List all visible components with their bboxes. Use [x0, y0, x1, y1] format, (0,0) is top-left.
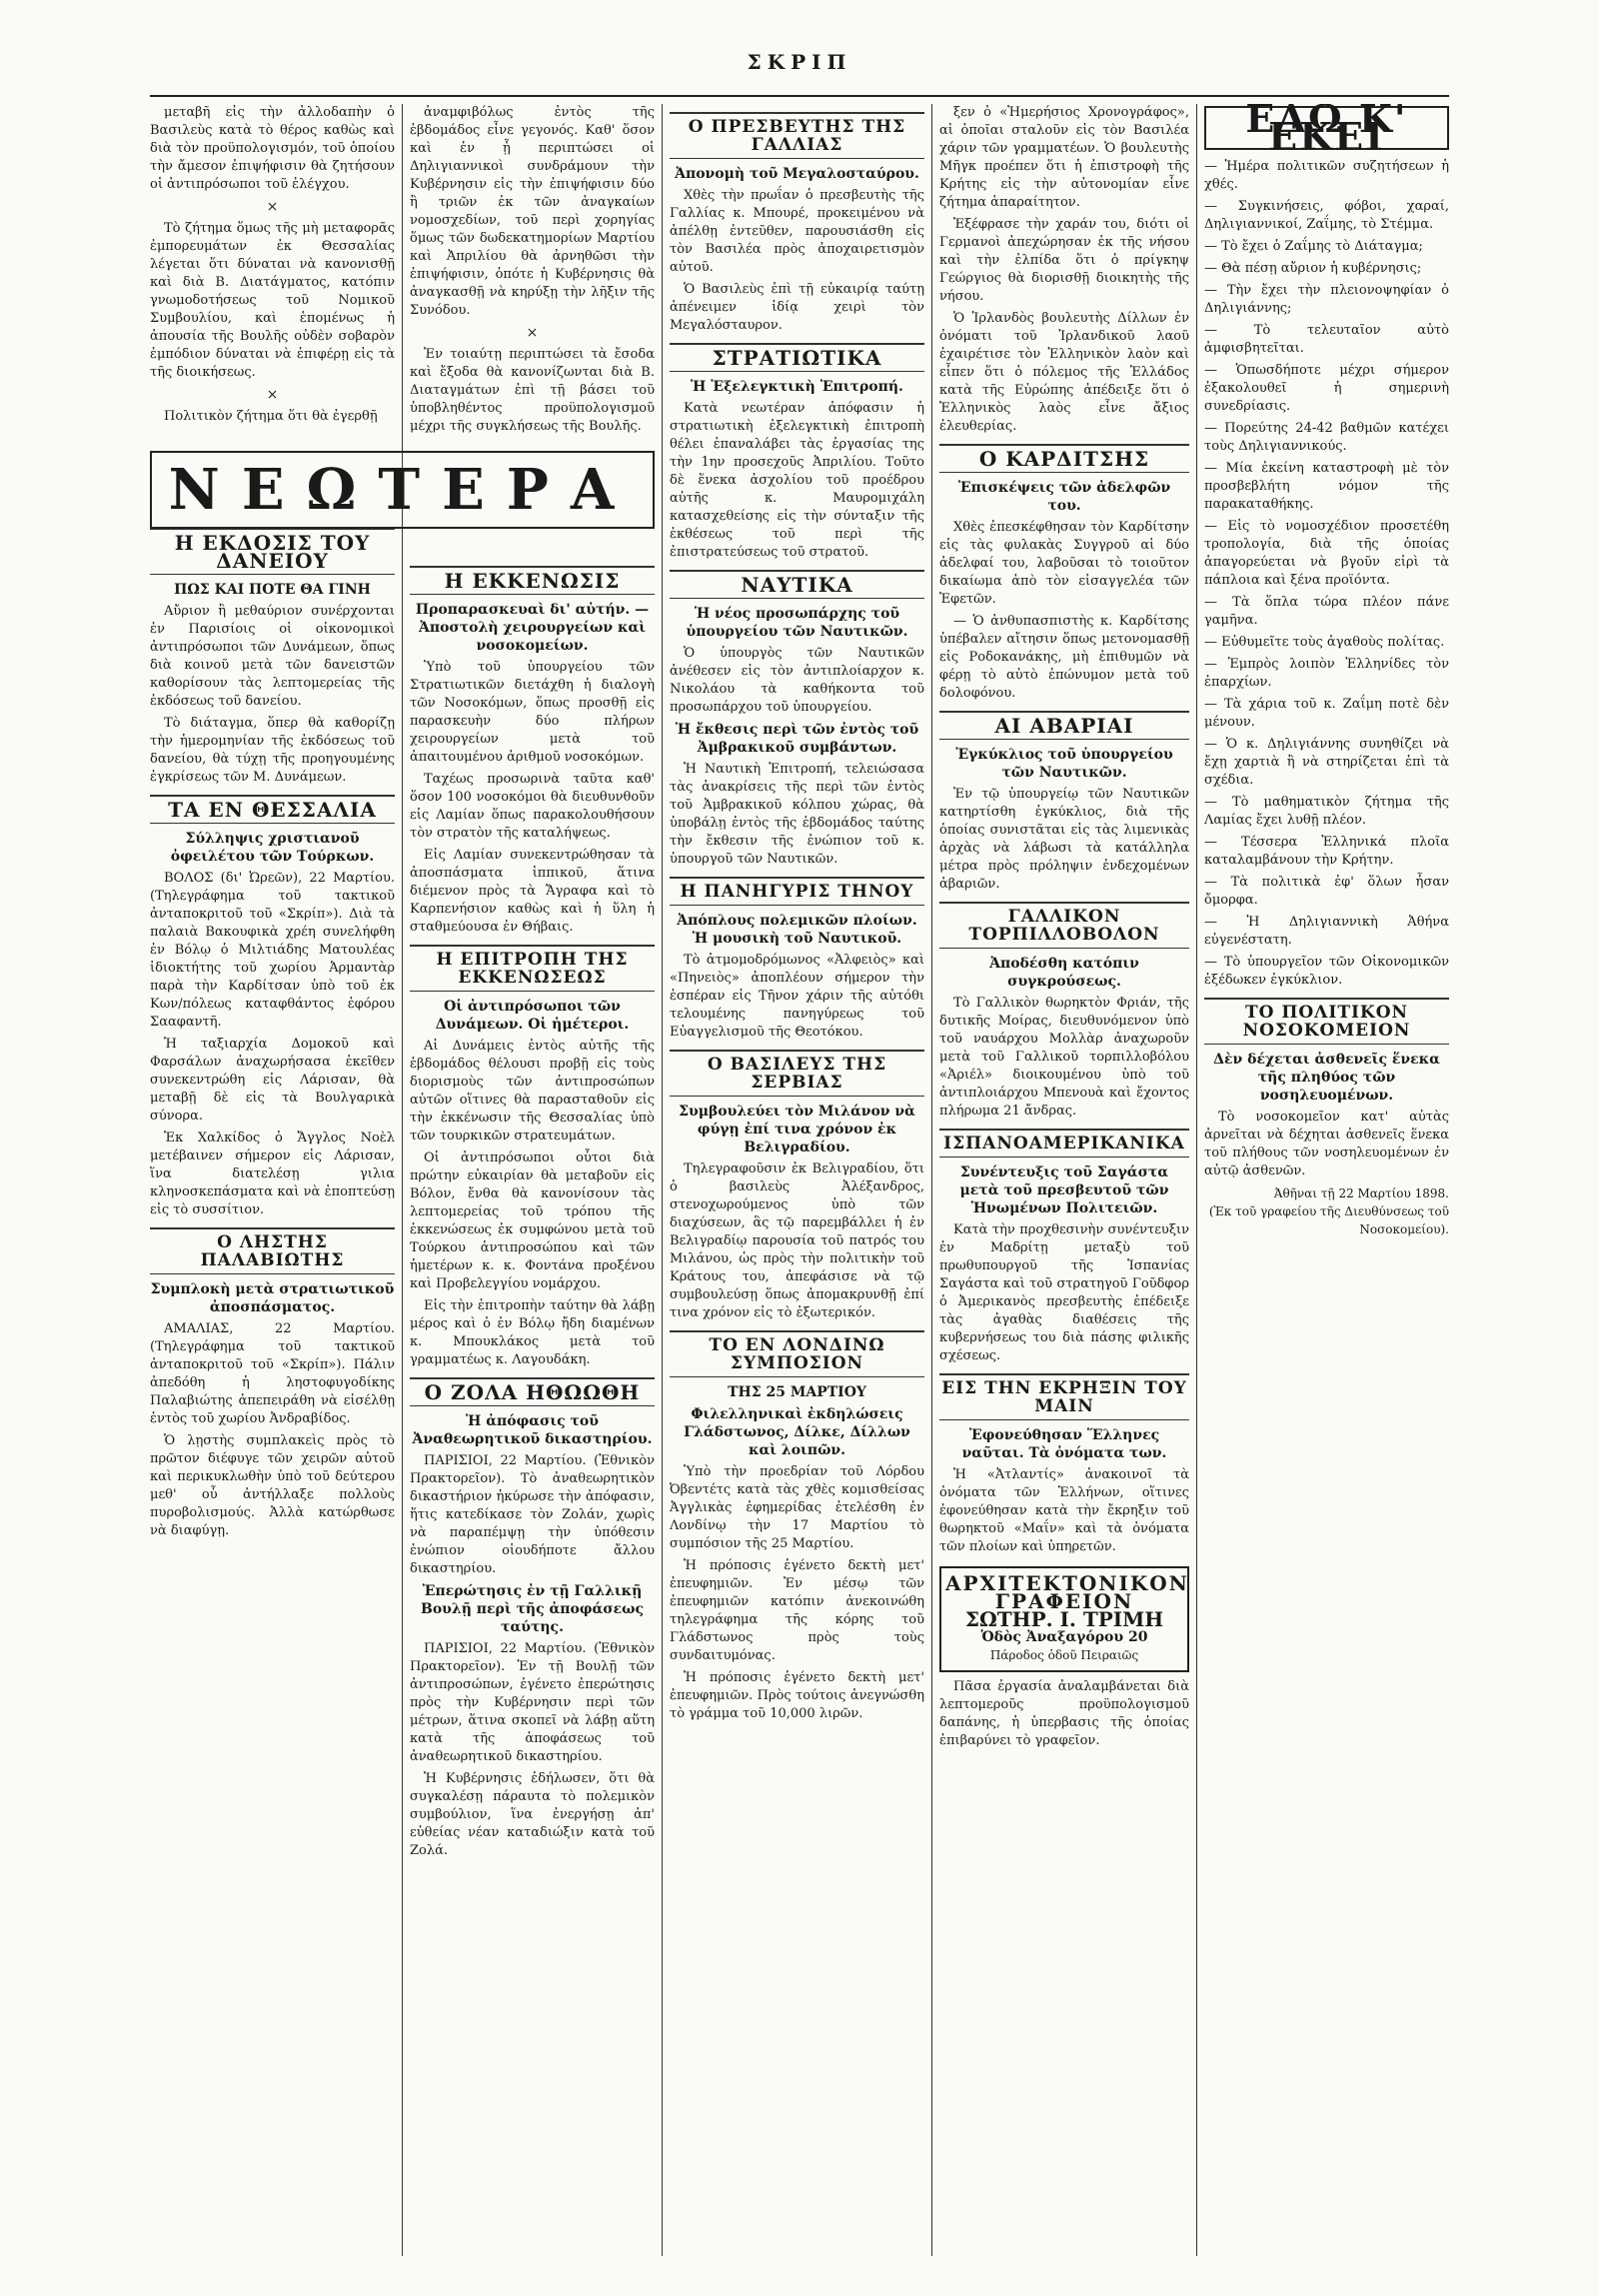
- paragraph: — Ὁ ἀνθυπασπιστὴς κ. Καρδίτσης ὑπέβαλεν αἴτησιν ὅπως μετονομασθῇ εἰς Ροδοκανάκης, μὴ ἐπιθυμῶν νὰ φέρῃ τὸ αὐτὸ ἐπώνυμον μετὰ τοῦ δολοφόνου.: [939, 614, 1189, 701]
- paragraph: Ἡ «Ἀτλαντίς» ἀνακοινοῖ τὰ ὀνόματα τῶν Ἑλλήνων, οἵτινες ἐφονεύθησαν κατὰ τὴν ἔκρηξιν τοῦ θωρηκτοῦ «Μαΐν» καὶ τὰ ὀνόματα τῶν πλοίων καὶ ὑπηρετῶν.: [939, 1467, 1189, 1554]
- heading-karditsa: Ο ΚΑΡΔΙΤΣΗΣ: [939, 444, 1189, 473]
- subheading: Ἐπερώτησις ἐν τῇ Γαλλικῇ Βουλῇ περὶ τῆς ἀποφάσεως ταύτης.: [421, 1583, 644, 1635]
- news-line: — Ἐμπρὸς λοιπὸν Ἑλληνίδες τὸν ἐπαρχίων.: [1204, 657, 1449, 690]
- masthead-rule: [150, 95, 1449, 97]
- news-line: — Τὰ πολιτικὰ ἐφ' ὅλων ἦσαν ὄμορφα.: [1204, 875, 1449, 908]
- subheading: Προπαρασκευαὶ δι' αὐτήν. — Ἀποστολὴ χειρουργείων καὶ νοσοκομείων.: [415, 602, 650, 654]
- heading-avariai: ΑΙ ΑΒΑΡΙΑΙ: [939, 711, 1189, 740]
- heading-nosokomeion: ΤΟ ΠΟΛΙΤΙΚΟΝ ΝΟΣΟΚΟΜΕΙΟΝ: [1204, 998, 1449, 1045]
- paragraph: ἀναμφιβόλως ἐντὸς τῆς ἑβδομάδος εἶνε γεγονός. Καθ' ὅσον καὶ ἐν ᾗ περιπτώσει οἱ Δηλιγιαννικοὶ συνδράμουν τὴν Κυβέρνησιν εἰς τὴν ἐπιψήφισιν δύο ἢ τριῶν ἐκ τῶν ἀναγκαίων νομοσχεδίων, τοῦ περὶ χορηγίας ὅμως τῶν δωδεκατημορίων Μαρτίου καὶ Ἀπριλίου θὰ ἀρνηθῶσι τὴν ἐπιψήφισιν, ὁπότε ἡ Κυβέρνησις θὰ ἀναγκασθῇ νὰ κηρύξῃ τὴν λῆξιν τῆς Συνόδου.: [410, 105, 655, 318]
- paragraph: Ἡ πρόποσις ἐγένετο δεκτὴ μετ' ἐπευφημιῶν. Πρὸς τούτοις ἀνεγνώσθη τὸ γράμμα τοῦ 10,000 λιρῶν.: [670, 1670, 924, 1721]
- neotera-banner-wrap: [150, 445, 655, 539]
- news-line: — Ὁπωσδήποτε μέχρι σήμερον ἐξακολουθεῖ ἡ σημερινὴ συνεδρίασις.: [1204, 363, 1449, 414]
- paragraph: μεταβῆ εἰς τὴν ἀλλοδαπὴν ὁ Βασιλεὺς κατὰ τὸ θέρος καθὼς καὶ διὰ τὸν προϋπολογισμόν, τοῦ ὁποίου τὴν ἄμεσον ἐπιψήφισιν θὰ ζητήσουν οἱ ἀντιπρόσωποι τοῦ ἐλέγχου.: [150, 105, 395, 192]
- paragraph: Πολιτικὸν ζήτημα ὅτι θὰ ἐγερθῇ: [164, 409, 378, 424]
- heading-ekkenosis: Η ΕΚΚΕΝΩΣΙΣ: [410, 566, 655, 595]
- column-4: [939, 104, 1189, 2256]
- advertisement: [939, 1566, 1189, 1672]
- paragraph: Ἡ ταξιαρχία Δομοκοῦ καὶ Φαρσάλων ἀναχωρήσασα ἐκεῖθεν συνεκεντρώθη εἰς Λάρισαν, θὰ μεταβῇ δὲ εἰς τὰ Βουλγαρικὰ σύνορα.: [150, 1037, 395, 1124]
- date-line: Ἀθῆναι τῇ 22 Μαρτίου 1898.: [1273, 1186, 1449, 1200]
- separator: ×: [266, 199, 279, 215]
- paragraph: ξεν ὁ «Ἡμερήσιος Χρονογράφος», αἱ ὁποῖαι σταλοῦν εἰς τὸν Βασιλέα χάριν τῶν γραμματέων. Ὁ βουλευτὴς Μῆγκ προέπεν ὅτι ἡ ἐπιστροφὴ τῆς Κρήτης εἰς τὴν αὐτονομίαν εἶνε ζήτημα ἀπαραίτητον.: [939, 105, 1189, 210]
- heading-tinos: Η ΠΑΝΗΓΥΡΙΣ ΤΗΝΟΥ: [670, 877, 924, 906]
- heading-thessalia: ΤΑ ΕΝ ΘΕΣΣΑΛΙΑ: [150, 795, 395, 824]
- news-line: — Θὰ πέσῃ αὔριον ἡ κυβέρνησις;: [1204, 261, 1422, 276]
- news-line: — Ἡ Δηλιγιαννικὴ Ἀθήνα εὐγενέστατη.: [1204, 915, 1449, 948]
- column-divider: [662, 104, 663, 2256]
- paragraph: Ἐν τοιαύτῃ περιπτώσει τὰ ἔσοδα καὶ ἔξοδα θὰ κανονίζωνται διὰ Β. Διαταγμάτων ἐπὶ τῇ βάσει τοῦ ὑποβληθέντος προϋπολογισμοῦ μέχρι τῆς συγκλήσεως τῆς Βουλῆς.: [410, 347, 655, 434]
- subheading: Ἐφονεύθησαν Ἕλληνες ναῦται. Τὰ ὀνόματα των.: [961, 1427, 1167, 1461]
- paragraph: Ὁ ὑπουργὸς τῶν Ναυτικῶν ἀνέθεσεν εἰς τὸν ἀντιπλοίαρχον κ. Νικολάου τὰ καθήκοντα τοῦ προσωπάρχου τοῦ ὑπουργείου.: [670, 646, 924, 715]
- paragraph: Ἐξέφρασε τὴν χαράν του, διότι οἱ Γερμανοὶ ἀπεχώρησαν ἐκ τῆς νήσου καὶ τὴν ἐλπίδα ὅτι ὁ πρίγκηψ Γεώργιος θὰ διορισθῇ διοικητὴς τῆς νήσου.: [939, 217, 1189, 304]
- subheading: Ἐπισκέψεις τῶν ἀδελφῶν του.: [957, 480, 1171, 514]
- subheading: Δὲν δέχεται ἀσθενεῖς ἕνεκα τῆς πληθύος τῶν νοσηλευομένων.: [1213, 1052, 1440, 1104]
- news-line: — Ἡμέρα πολιτικῶν συζητήσεων ἡ χθές.: [1204, 159, 1449, 192]
- paragraph: Τὸ Γαλλικὸν θωρηκτὸν Φριάν, τῆς δυτικῆς Μοίρας, διευθυνόμενον ὑπὸ τοῦ ναυάρχου Μολλὰρ ἀναχωροῦν μετὰ τοῦ Γαλλικοῦ τορπιλλοβόλου «Ἀριέλ» διοικουμένου ὑπὸ τοῦ ἀντιπλοιάρχου Μπενουὰ καὶ ἔχοντος πλήρωμα 21 ἄνδρας.: [939, 996, 1189, 1119]
- news-line: — Μία ἐκείνη καταστροφὴ μὲ τὸν προσβεβλήτη νόμον τῆς παρακαταθήκης.: [1204, 461, 1449, 512]
- paragraph: Αἱ Δυνάμεις ἐντὸς αὐτῆς τῆς ἑβδομάδος θέλουσι προβῇ εἰς τοὺς διορισμοὺς τῶν ἀντιπροσώπων αὐτῶν οἵτινες θὰ παρασταθοῦν εἰς τὴν ἐκκένωσιν τῆς Θεσσαλίας ὑπὸ τῶν τουρκικῶν στρατευμάτων.: [410, 1039, 655, 1144]
- paragraph: Αὔριον ἢ μεθαύριον συνέρχονται ἐν Παρισίοις οἱ οἰκονομικοὶ ἀντιπρόσωποι τῶν Δυνάμεων, ὅπως διὰ κοινοῦ μετὰ τῶν δανειστῶν καθορίσουν τὰς λεπτομερείας τῆς ἐκδόσεως τοῦ δανείου.: [150, 604, 395, 709]
- subheading: Συνέντευξις τοῦ Σαγάστα μετὰ τοῦ πρεσβευτοῦ τῶν Ἡνωμένων Πολιτειῶν.: [959, 1164, 1169, 1216]
- neotera-banner: ΝΕΩΤΕΡΑ: [150, 451, 655, 529]
- news-line: — Τὸ τελευταῖον αὐτὸ ἀμφισβητεῖται.: [1204, 323, 1449, 356]
- paragraph: Ὁ Βασιλεὺς ἐπὶ τῇ εὐκαιρίᾳ ταύτῃ ἀπένειμεν ἰδίᾳ χειρὶ τὸν Μεγαλόσταυρον.: [670, 282, 924, 333]
- masthead: ΣΚΡΙΠ: [747, 50, 852, 74]
- subheading: Ἡ ἀπόφασις τοῦ Ἀναθεωρητικοῦ δικαστηρίου.: [412, 1413, 653, 1447]
- signature-line: (Ἐκ τοῦ γραφείου τῆς Διευθύνσεως τοῦ Νοσοκομείου).: [1208, 1204, 1449, 1236]
- subheading: Σύλληψις χριστιανοῦ ὀφειλέτου τῶν Τούρκων.: [170, 831, 375, 865]
- paragraph: Τὸ διάταγμα, ὅπερ θὰ καθορίζῃ τὴν ἡμερομηνίαν τῆς ἐκδόσεως τοῦ δανείου, θὰ τύχῃ τῆς προηγουμένης ἐγκρίσεως τῶν Μ. Δυνάμεων.: [150, 716, 395, 785]
- edo-kekei-heading: ΕΔΩ Κ' ΕΚΕΙ: [1204, 106, 1449, 150]
- subheading: Ἡ ἔκθεσις περὶ τῶν ἐντὸς τοῦ Ἀμβρακικοῦ συμβάντων.: [675, 722, 919, 756]
- column-5: [1204, 104, 1449, 2256]
- separator: ×: [266, 387, 279, 403]
- heading-daneio: Η ΕΚΔΟΣΙΣ ΤΟΥ ΔΑΝΕΙΟΥ: [150, 528, 395, 575]
- paragraph: Χθὲς τὴν πρωΐαν ὁ πρεσβευτὴς τῆς Γαλλίας κ. Μπουρέ, προκειμένου νὰ ἀπέλθῃ ἐντεῦθεν, παρουσιάσθη εἰς τὸν Βασιλέα πρὸς ἀποχαιρετισμὸν αὐτοῦ.: [670, 188, 924, 275]
- news-line: — Συγκινήσεις, φόβοι, χαραί, Δηλιγιαννικοί, Ζαΐμης, τὸ Στέμμα.: [1204, 199, 1449, 232]
- paragraph: Πᾶσα ἐργασία ἀναλαμβάνεται διὰ λεπτομεροῦς προϋπολογισμοῦ δαπάνης, ἡ ὑπερβασις τῆς ὁποίας ἐπιβαρύνει τὸ γραφεῖον.: [939, 1679, 1189, 1748]
- subheading: ΤΗΣ 25 ΜΑΡΤΙΟΥ: [728, 1384, 866, 1400]
- heading-ekrixi: ΕΙΣ ΤΗΝ ΕΚΡΗΞΙΝ ΤΟΥ ΜΑΙΝ: [939, 1373, 1189, 1420]
- heading-stratiotika: ΣΤΡΑΤΙΩΤΙΚΑ: [670, 343, 924, 372]
- paragraph: Ὑπὸ τοῦ ὑπουργείου τῶν Στρατιωτικῶν διετάχθη ἡ διαλογὴ τῶν Νοσοκόμων, ὅπως προσθῇ εἰς παρασκευὴν δύο πλήρων χειρουργείων μετὰ τοῦ ἀπαιτουμένου ἀριθμοῦ νοσοκόμων.: [410, 660, 655, 765]
- column-divider: [1196, 104, 1197, 2256]
- subheading: Ἀπόπλους πολεμικῶν πλοίων. Ἡ μουσικὴ τοῦ Ναυτικοῦ.: [677, 913, 917, 947]
- paragraph: Οἱ ἀντιπρόσωποι οὗτοι διὰ πρώτην εὐκαιρίαν θὰ μεταβοῦν εἰς Βόλον, ἔνθα θὰ κανονίσουν τὰς λεπτομερείας τοῦ τρόπου τῆς ἐκκενώσεως ἐκ συμφώνου μετὰ τοῦ Τούρκου ἀντιπροσώπου καὶ τῶν ἡμετέρων κ. κ. Φοντάνα προξένου καὶ Προβελεγγίου νομάρχου.: [410, 1150, 655, 1291]
- paragraph: Ὑπὸ τὴν προεδρίαν τοῦ Λόρδου Ὀβεντέτς κατὰ τὰς χθὲς κομισθείσας Ἀγγλικὰς ἐφημερίδας ἐτελέσθη ἐν Λονδίνῳ τὴν 17 Μαρτίου τὸ συμπόσιον τῆς 25 Μαρτίου.: [670, 1464, 924, 1551]
- column-3: [670, 104, 924, 2256]
- subheading: Ἀπονομὴ τοῦ Μεγαλοσταύρου.: [675, 166, 919, 182]
- ad-name: ΣΩΤΗΡ. Ι. ΤΡΙΜΗ: [964, 1607, 1164, 1631]
- heading-naftika: ΝΑΥΤΙΚΑ: [670, 570, 924, 599]
- paragraph: Τὸ ἀτμομοδρόμωνος «Ἀλφειὸς» καὶ «Πηνειὸς» ἀποπλέουν σήμερον τὴν ἑσπέραν εἰς Τῆνον χάριν τῆς αὐτόθι τελουμένης πανηγύρεως τοῦ Εὐαγγελισμοῦ τῆς Θεοτόκου.: [670, 953, 924, 1040]
- news-line: — Εὐθυμεῖτε τοὺς ἀγαθοὺς πολίτας.: [1204, 635, 1445, 650]
- paragraph: Ὁ Ἰρλανδὸς βουλευτὴς Δίλλων ἐν ὀνόματι τοῦ Ἰρλανδικοῦ λαοῦ ἐχαιρέτισε τὸν Ἑλληνικὸν λαὸν καὶ εἶπεν ὅτι ὁ πόλεμος τῆς Ἑλλάδος κατὰ τῆς Εὐρώπης ἀπέδειξε ὅτι ὁ Ἑλληνικὸς λαὸς εἶνε ἄξιος ἐλευθερίας.: [939, 311, 1189, 434]
- subheading: ΠΩΣ ΚΑΙ ΠΟΤΕ ΘΑ ΓΙΝΗ: [174, 582, 371, 598]
- heading-listis: Ο ΛΗΣΤΗΣ ΠΑΛΑΒΙΩΤΗΣ: [150, 1227, 395, 1274]
- news-line: — Τὴν ἔχει τὴν πλειονοψηφίαν ὁ Δηλιγιάννης;: [1204, 283, 1449, 316]
- ad-title: ΑΡΧΙΤΕΚΤΟΝΙΚΟΝ ΓΡΑΦΕΙΟΝ: [945, 1571, 1189, 1613]
- separator: ×: [526, 325, 539, 341]
- subheading: Φιλελληνικαὶ ἐκδηλώσεις Γλάδστωνος, Δίλκε, Δίλλων καὶ λοιπῶν.: [684, 1406, 910, 1458]
- news-line: — Τέσσερα Ἑλληνικά πλοῖα καταλαμβάνουν τὴν Κρήτην.: [1204, 835, 1449, 868]
- column-1: [150, 104, 395, 2256]
- news-line: — Εἰς τὸ νομοσχέδιον προσετέθη τροπολογία, διὰ τῆς ὁποίας ἀπαγορεύεται νὰ βγοῦν εἰρὶ τὰ πάπλοια καὶ ξένα προϊόντα.: [1204, 519, 1449, 588]
- subheading: Ἐγκύκλιος τοῦ ὑπουργείου τῶν Ναυτικῶν.: [955, 747, 1173, 781]
- news-line: — Ὁ κ. Δηλιγιάννης συνηθίζει νὰ ἔχῃ χαρτιὰ ἢ νὰ στηρίζεται ἐπὶ τὰ σχέδια.: [1204, 737, 1449, 788]
- news-line: — Τὰ χάρια τοῦ κ. Ζαΐμη ποτὲ δὲν μένουν.: [1204, 697, 1449, 730]
- paragraph: Ἐκ Χαλκίδος ὁ Ἄγγλος Νοὲλ μετέβαινεν σήμερον εἰς Λάρισαν, ἵνα διατελέσῃ γιλια κληνοσκεπάσματα καὶ νὰ ἐποπτεύσῃ εἰς τὸ συσσίτιον.: [150, 1131, 395, 1217]
- subheading: Συμπλοκὴ μετὰ στρατιωτικοῦ ἀποσπάσματος.: [150, 1281, 395, 1315]
- heading-serbia: Ο ΒΑΣΙΛΕΥΣ ΤΗΣ ΣΕΡΒΙΑΣ: [670, 1050, 924, 1097]
- paragraph: Τηλεγραφοῦσιν ἐκ Βελιγραδίου, ὅτι ὁ βασιλεὺς Ἀλέξανδρος, στενοχωρούμενος ὑπὸ τῶν διαχύσεων, ἃς τῷ παρεμβάλλει ἡ ἐν Βελιγραδίῳ παρουσία τοῦ πατρός του Μιλάνου, ὡς πρὸς τὴν πολιτικὴν τοῦ Κράτους του, ἀπεφάσισε νὰ τῷ συμβουλεύσῃ ὅπως ἀπομακρυνθῇ ἐπί τινα χρόνον εἰς τὸ ἐξωτερικόν.: [670, 1161, 924, 1320]
- paragraph: Ὁ λῃστὴς συμπλακεὶς πρὸς τὸ πρῶτον διέφυγε τῶν χειρῶν αὐτοῦ καὶ περικυκλωθὴν ὑπὸ τοῦ δεύτερου μεθ' οὗ ἀντήλλαξε πολλοὺς πυροβολισμούς. Ἀλλὰ κατώρθωσε νὰ διαφύγῃ.: [150, 1433, 395, 1538]
- heading-zola: Ο ΖΟΛΑ ΗΘΩΩΘΗ: [410, 1377, 655, 1406]
- column-2: [410, 104, 655, 2256]
- subheading: Ἡ Ἐξελεγκτικὴ Ἐπιτροπή.: [691, 379, 903, 395]
- news-line: — Τὸ μαθηματικὸν ζήτημα τῆς Λαμίας ἔχει λυθῇ πλέον.: [1204, 795, 1449, 828]
- paragraph: Εἰς τὴν ἐπιτροπὴν ταύτην θὰ λάβῃ μέρος καὶ ὁ ἐν Βόλῳ ἤδη διαμένων κ. Μπουκλάκος μετὰ τοῦ γραμματέως κ. Λαγουδάκη.: [410, 1298, 655, 1367]
- column-divider: [402, 104, 403, 2256]
- ad-address-note: Πάροδος ὁδοῦ Πειραιῶς: [989, 1648, 1139, 1662]
- paragraph: Ἡ Ναυτικὴ Ἐπιτροπή, τελειώσασα τὰς ἀνακρίσεις τῆς περὶ τῶν ἐντὸς τοῦ Ἀμβρακικοῦ κόλπου χώρας, θὰ ὑποβάλῃ ἐντὸς τῆς ἑβδομάδος ταύτης τὴν ἔκθεσιν τῆς ἐνώπιον τοῦ κ. ὑπουργοῦ τῶν Ναυτικῶν.: [670, 762, 924, 867]
- subheading: Ἀποδέσθη κατόπιν συγκρούσεως.: [989, 956, 1139, 990]
- newspaper-page: [150, 0, 1449, 2296]
- paragraph: Ἡ πρόποσις ἐγένετο δεκτὴ μετ' ἐπευφημιῶν. Ἐν μέσῳ τῶν ἐπευφημιῶν κατόπιν ἀνεκοινώθη τηλεγράφημα τῆς κόρης τοῦ Γλάδστωνος πρὸς τοὺς συνδαιτυμόνας.: [670, 1558, 924, 1663]
- news-line: — Τὸ ἔχει ὁ Ζαΐμης τὸ Διάταγμα;: [1204, 239, 1423, 254]
- heading-ispanoamerikanika: ΙΣΠΑΝΟΑΜΕΡΙΚΑΝΙΚΑ: [939, 1129, 1189, 1157]
- heading-london: ΤΟ ΕΝ ΛΟΝΔΙΝΩ ΣΥΜΠΟΣΙΟΝ: [670, 1330, 924, 1377]
- ad-address: Ὁδὸς Ἀναξαγόρου 20: [980, 1629, 1148, 1645]
- heading-epitropi: Η ΕΠΙΤΡΟΠΗ ΤΗΣ ΕΚΚΕΝΩΣΕΩΣ: [410, 945, 655, 992]
- paragraph: Ἐν τῷ ὑπουργείῳ τῶν Ναυτικῶν κατηρτίσθη ἐγκύκλιος, διὰ τῆς ὁποίας συνιστᾶται εἰς τὰς λιμενικὰς ἀρχὰς νὰ λάβωσι τὰ κατάλληλα μέτρα πρὸς πρόληψιν ἐνδεχομένων ἀβαριῶν.: [939, 787, 1189, 892]
- paragraph: ΒΟΛΟΣ (δι' Ὠρεῶν), 22 Μαρτίου. (Τηλεγράφημα τοῦ τακτικοῦ ἀνταποκριτοῦ τοῦ «Σκρίπ»). Διὰ τὰ παλαιὰ Βακουφικὰ χρέη συνελήφθη ἐν Βόλῳ ὁ Μιλτιάδης Ματουλέας ἰδιοκτήτης τοῦ χωρίου Ἀρμαντὰρ παρὰ τὴν Καρδίτσαν ὑπὸ τοῦ ἐκ Κων/πόλεως καταφθάντος ἐφόρου Σααφαντῆ.: [150, 871, 395, 1030]
- paragraph: Τὸ νοσοκομεῖον κατ' αὐτὰς ἀρνεῖται νὰ δέχηται ἀσθενεῖς ἕνεκα τοῦ πλήθους τῶν νοσηλευομένων ἐν αὐτῷ ἀσθενῶν.: [1204, 1110, 1449, 1178]
- heading-torpillovolon: ΓΑΛΛΙΚΟΝ ΤΟΡΠΙΛΛΟΒΟΛΟΝ: [939, 902, 1189, 949]
- column-divider: [931, 104, 932, 2256]
- paragraph: Εἰς Λαμίαν συνεκεντρώθησαν τὰ ἀποσπάσματα ἱππικοῦ, ἅτινα διέμενον πρὸς τὰ Ἄγραφα καὶ τὸ Καρπενήσιον καθὼς καὶ ἡ ὕλη ἡ σταθμεύουσα ἐν Θήβαις.: [410, 848, 655, 935]
- subheading: Ἡ νέος προσωπάρχης τοῦ ὑπουργείου τῶν Ναυτικῶν.: [686, 606, 908, 640]
- paragraph: Ἡ Κυβέρνησις ἐδήλωσεν, ὅτι θὰ συγκαλέσῃ πάραυτα τὸ πολεμικὸν συμβούλιον, ἵνα ἐνεργήσῃ ἀπ' εὐθείας νέαν καταδιώξιν κατὰ τοῦ Ζολά.: [410, 1771, 655, 1858]
- paragraph: ΑΜΑΛΙΑΣ, 22 Μαρτίου. (Τηλεγράφημα τοῦ τακτικοῦ ἀνταποκριτοῦ τοῦ «Σκρίπ»). Πάλιν ἀπεδόθη ἡ ληστοφυγοδίκης Παλαβιώτης ἀπεπειράθη νὰ εἰσέλθῃ ἐντὸς τοῦ χωρίου Ἀνδραβίδος.: [150, 1321, 395, 1426]
- paragraph: Κατὰ τὴν προχθεσινὴν συνέντευξιν ἐν Μαδρίτῃ μεταξὺ τοῦ πρωθυπουργοῦ τῆς Ἱσπανίας Σαγάστα καὶ τοῦ στρατηγοῦ Γοῦδφορ ὁ Ἀμερικανὸς πρεσβευτὴς ἐπέδειξε τὰς ἀγαθὰς διαθέσεις τῆς κυβερνήσεως του διὰ πάσης φιλικῆς σχέσεως.: [939, 1222, 1189, 1363]
- paragraph: Τὸ ζήτημα ὅμως τῆς μὴ μεταφορᾶς ἐμπορευμάτων ἐκ Θεσσαλίας λέγεται ὅτι δύναται νὰ κανονισθῇ καὶ διὰ Β. Διατάγματος, κατόπιν γνωμοδοτήσεως τοῦ Νομικοῦ Συμβουλίου, καὶ ἑπομένως ἡ ἀπουσία τῆς Βουλῆς οὐδὲν σοβαρὸν ἐμπόδιον δύναται νὰ ἐπιφέρῃ εἰς τὰ τῆς διοικήσεως.: [150, 221, 395, 380]
- paragraph: Ταχέως προσωρινὰ ταῦτα καθ' ὅσον 100 νοσοκόμοι θὰ διευθυνθοῦν εἰς Λαμίαν ὅπως παρακολουθήσουν τὸν στρατὸν τῆς καταλήψεως.: [410, 772, 655, 841]
- subheading: Συμβουλεύει τὸν Μιλάνον νὰ φύγῃ ἐπί τινα χρόνον ἐκ Βελιγραδίου.: [679, 1104, 915, 1155]
- paragraph: ΠΑΡΙΣΙΟΙ, 22 Μαρτίου. (Ἐθνικὸν Πρακτορεῖον). Ἐν τῇ Βουλῇ τῶν ἀντιπροσώπων, ἐγένετο ἐπερώτησις πρὸς τὴν Κυβέρνησιν περὶ τῶν μέτρων, ἅτινα σκοπεῖ νὰ λάβῃ αὕτη κατὰ τῆς ἀποφάσεως τοῦ ἀναθεωρητικοῦ δικαστηρίου.: [410, 1641, 655, 1764]
- heading-presvevtis: Ο ΠΡΕΣΒΕΥΤΗΣ ΤΗΣ ΓΑΛΛΙΑΣ: [670, 112, 924, 159]
- paragraph: Κατὰ νεωτέραν ἀπόφασιν ἡ στρατιωτικὴ ἐξελεγκτικὴ ἐπιτροπὴ θέλει ἐπαναλάβει τὰς ἐργασίας της τὴν 1ην προσεχοῦς Ἀπριλίου. Τοῦτο δὲ ἕνεκα ἀσχολίου τοῦ προέδρου αὐτῆς κ. Μαυρομιχάλη κατασχεθείσης εἰς τὴν σύνταξιν τῆς ἐκθέσεως τοῦ περὶ τῆς ἐπιστρατεύσεως τοῦ στρατοῦ.: [670, 401, 924, 560]
- news-line: — Τὸ ὑπουργεῖον τῶν Οἰκονομικῶν ἐξέδωκεν ἐγκύκλιον.: [1204, 955, 1449, 988]
- paragraph: Χθὲς ἐπεσκέφθησαν τὸν Καρδίτσην εἰς τὰς φυλακὰς Συγγροῦ αἱ δύο ἀδελφαί του, λαβοῦσαι τὸ τοιοῦτον δικαίωμα ἀπὸ τὸν εἰσαγγελέα τῶν Ἐφετῶν.: [939, 520, 1189, 607]
- news-line: — Τὰ ὅπλα τώρα πλέον πάνε γαμῆνα.: [1204, 595, 1449, 628]
- subheading: Οἱ ἀντιπρόσωποι τῶν Δυνάμεων. Οἱ ἡμέτεροι.: [435, 999, 630, 1033]
- news-line: — Πορεύτης 24-42 βαθμῶν κατέχει τοὺς Δηλιγιαννικούς.: [1204, 421, 1449, 454]
- paragraph: ΠΑΡΙΣΙΟΙ, 22 Μαρτίου. (Ἐθνικὸν Πρακτορεῖον). Τὸ ἀναθεωρητικὸν δικαστήριον ἠκύρωσε τὴν ἀπόφασιν, ἥτις κατεδίκασε τὸν Ζολάν, χωρὶς νὰ παραπέμψῃ τὴν ὑπόθεσιν ἐνώπιον οἱουδήποτε ἄλλου δικαστηρίου.: [410, 1453, 655, 1576]
